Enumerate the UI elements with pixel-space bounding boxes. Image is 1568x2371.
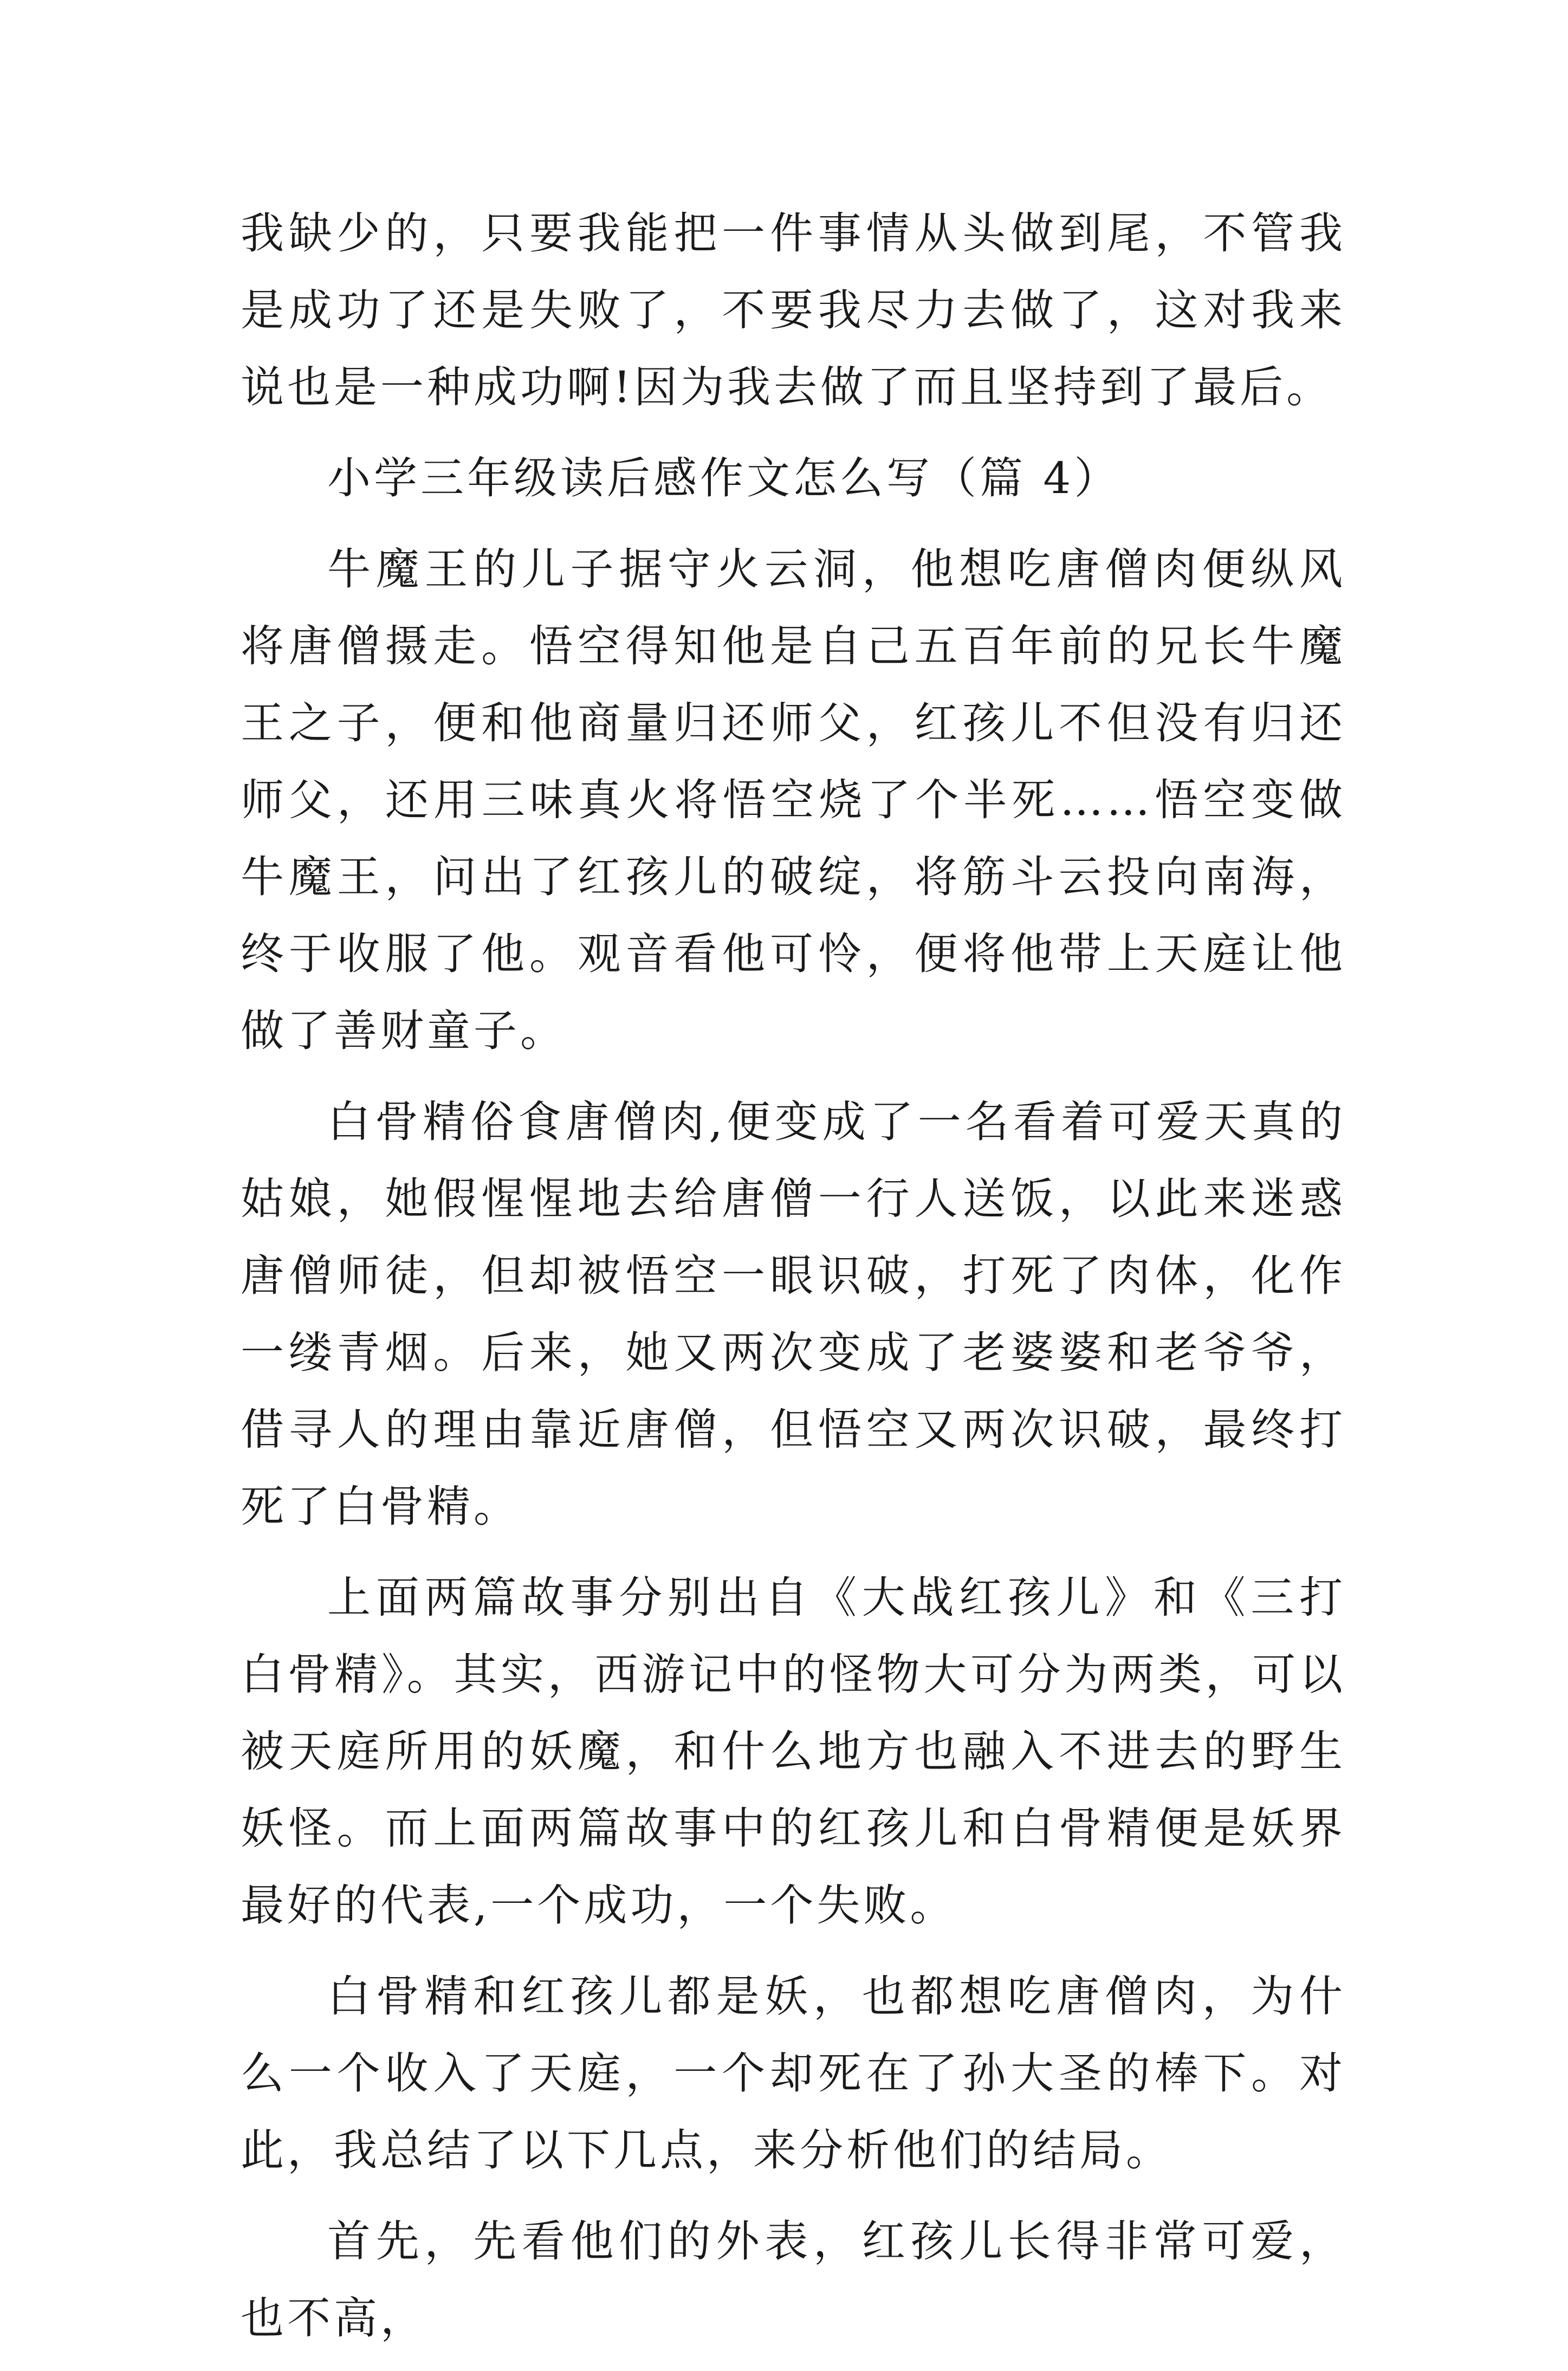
paragraph: 牛魔王的儿子据守火云洞，他想吃唐僧肉便纵风将唐僧摄走。悟空得知他是自己五百年前的兄长牛魔王之子，便和他商量归还师父，红孩儿不但没有归还师父，还用三味真火将悟空烧了个半死……悟空变做牛魔王，问出了红孩儿的破绽，将筋斗云投向南海，终于收服了他。观音看他可怜，便将他带上天庭让他做了善财童子。	[241, 544, 1346, 1056]
section-heading: 小学三年级读后感作文怎么写（篇 4）	[327, 453, 1121, 503]
paragraph: 白骨精俗食唐僧肉,便变成了一名看着可爱天真的姑娘，她假惺惺地去给唐僧一行人送饭，以此来迷惑唐僧师徒，但却被悟空一眼识破，打死了肉体，化作一缕青烟。后来，她又两次变成了老婆婆和老爷爷，借寻人的理由靠近唐僧，但悟空又两次识破，最终打死了白骨精。	[241, 1097, 1346, 1532]
paragraph: 白骨精和红孩儿都是妖，也都想吃唐僧肉，为什么一个收入了天庭，一个却死在了孙大圣的棒下。对此，我总结了以下几点，来分析他们的结局。	[241, 1971, 1346, 2175]
paragraph: 首先，先看他们的外表，红孩儿长得非常可爱，也不高，	[241, 2216, 1346, 2343]
paragraph: 上面两篇故事分别出自《大战红孩儿》和《三打白骨精》。其实，西游记中的怪物大可分为两类，可以被天庭所用的妖魔，和什么地方也融入不进去的野生妖怪。而上面两篇故事中的红孩儿和白骨精便是妖界最好的代表,一个成功，一个失败。	[241, 1572, 1346, 1931]
document-body	[241, 195, 1346, 2371]
paragraph-continuation: 我缺少的，只要我能把一件事情从头做到尾，不管我是成功了还是失败了，不要我尽力去做了，这对我来说也是一种成功啊!因为我去做了而且坚持到了最后。	[241, 208, 1346, 412]
